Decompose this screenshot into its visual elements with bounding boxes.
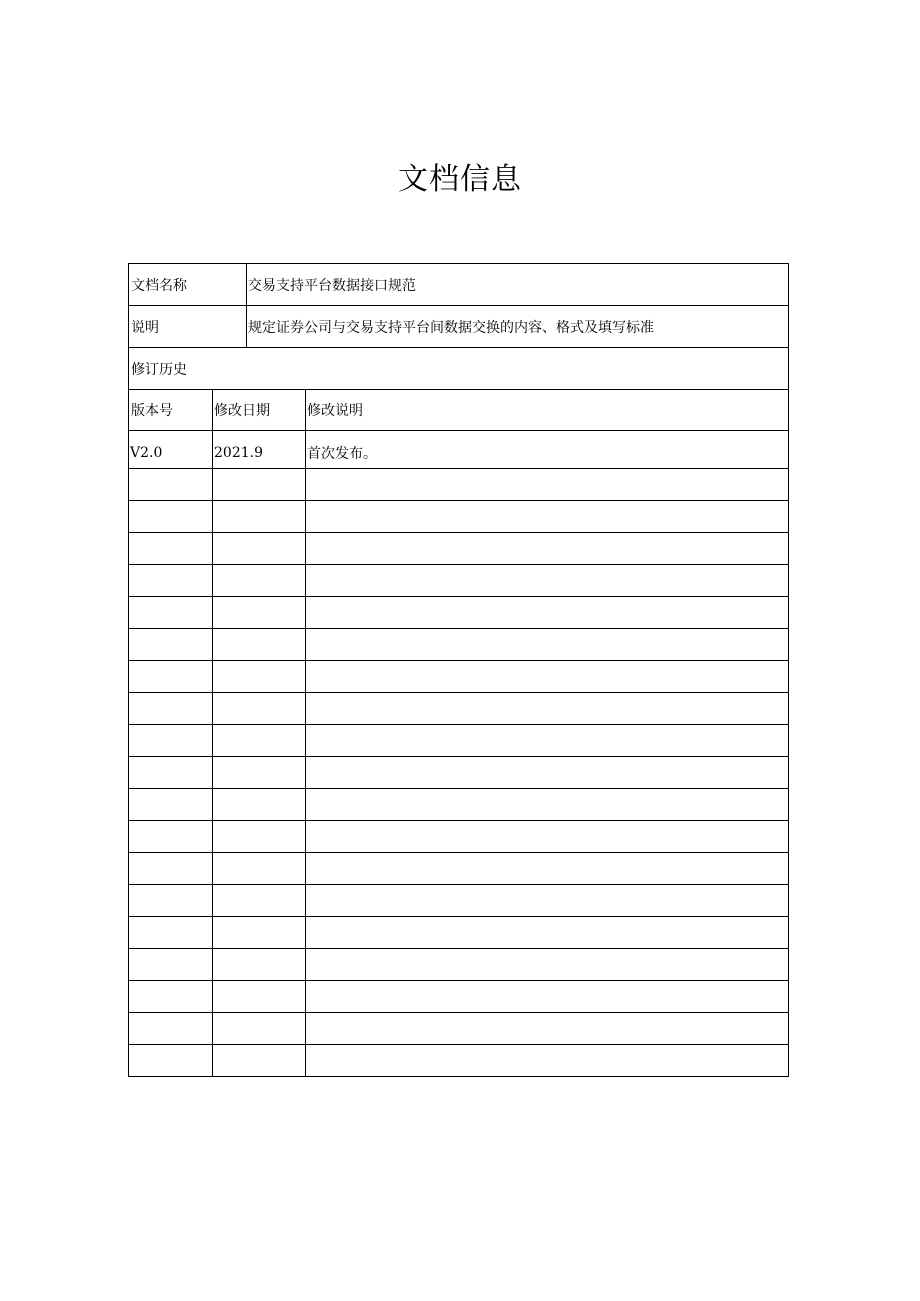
empty-table-row <box>129 885 789 917</box>
empty-table-row <box>129 501 789 533</box>
column-header-date: 修改日期 <box>213 390 306 431</box>
empty-date-cell <box>213 533 306 565</box>
empty-description-cell <box>306 789 789 821</box>
empty-description-cell <box>306 981 789 1013</box>
empty-date-cell <box>213 565 306 597</box>
empty-description-cell <box>306 821 789 853</box>
empty-description-cell <box>306 757 789 789</box>
empty-table-row <box>129 821 789 853</box>
document-name-value: 交易支持平台数据接口规范 <box>247 264 789 306</box>
empty-description-cell <box>306 469 789 501</box>
empty-description-cell <box>306 661 789 693</box>
empty-date-cell <box>213 693 306 725</box>
empty-version-cell <box>129 949 213 981</box>
empty-table-row <box>129 757 789 789</box>
page-title: 文档信息 <box>398 162 522 197</box>
empty-date-cell <box>213 1013 306 1045</box>
empty-table-row <box>129 917 789 949</box>
empty-description-cell <box>306 949 789 981</box>
document-name-row <box>129 264 789 306</box>
empty-date-cell <box>213 757 306 789</box>
empty-description-cell <box>306 917 789 949</box>
description-value: 规定证券公司与交易支持平台间数据交换的内容、格式及填写标准 <box>247 306 789 348</box>
empty-version-cell <box>129 1045 213 1077</box>
empty-description-cell <box>306 853 789 885</box>
empty-version-cell <box>129 661 213 693</box>
empty-table-row <box>129 661 789 693</box>
document-name-label: 文档名称 <box>129 264 247 306</box>
column-header-description: 修改说明 <box>306 390 789 431</box>
empty-date-cell <box>213 821 306 853</box>
revision-header-row <box>129 390 789 431</box>
empty-description-cell <box>306 1013 789 1045</box>
empty-revision-rows <box>129 469 789 1077</box>
empty-description-cell <box>306 597 789 629</box>
empty-table-row <box>129 853 789 885</box>
empty-version-cell <box>129 757 213 789</box>
empty-date-cell <box>213 885 306 917</box>
revision-date-cell: 2021.9 <box>213 431 306 469</box>
empty-version-cell <box>129 789 213 821</box>
empty-table-row <box>129 469 789 501</box>
empty-version-cell <box>129 533 213 565</box>
empty-description-cell <box>306 629 789 661</box>
empty-date-cell <box>213 1045 306 1077</box>
empty-description-cell <box>306 501 789 533</box>
empty-date-cell <box>213 853 306 885</box>
empty-description-cell <box>306 725 789 757</box>
empty-description-cell <box>306 533 789 565</box>
revision-history-row <box>129 348 789 390</box>
table-row <box>129 431 789 469</box>
empty-date-cell <box>213 661 306 693</box>
empty-date-cell <box>213 789 306 821</box>
revision-version-cell: V2.0 <box>129 431 213 469</box>
empty-date-cell <box>213 981 306 1013</box>
empty-table-row <box>129 1013 789 1045</box>
empty-version-cell <box>129 725 213 757</box>
revision-description-cell: 首次发布。 <box>306 431 789 469</box>
document-info-table <box>128 263 789 1077</box>
empty-version-cell <box>129 565 213 597</box>
empty-description-cell <box>306 885 789 917</box>
empty-table-row <box>129 565 789 597</box>
description-row <box>129 306 789 348</box>
empty-table-row <box>129 693 789 725</box>
empty-date-cell <box>213 917 306 949</box>
description-label: 说明 <box>129 306 247 348</box>
empty-version-cell <box>129 597 213 629</box>
empty-version-cell <box>129 469 213 501</box>
empty-date-cell <box>213 501 306 533</box>
revision-history-label: 修订历史 <box>129 348 789 390</box>
empty-version-cell <box>129 981 213 1013</box>
empty-table-row <box>129 597 789 629</box>
empty-description-cell <box>306 1045 789 1077</box>
empty-version-cell <box>129 821 213 853</box>
empty-version-cell <box>129 629 213 661</box>
empty-table-row <box>129 789 789 821</box>
empty-version-cell <box>129 693 213 725</box>
empty-table-row <box>129 949 789 981</box>
empty-table-row <box>129 1045 789 1077</box>
empty-description-cell <box>306 565 789 597</box>
empty-date-cell <box>213 949 306 981</box>
empty-table-row <box>129 533 789 565</box>
empty-version-cell <box>129 885 213 917</box>
empty-version-cell <box>129 917 213 949</box>
column-header-version: 版本号 <box>129 390 213 431</box>
empty-version-cell <box>129 501 213 533</box>
empty-table-row <box>129 725 789 757</box>
empty-date-cell <box>213 629 306 661</box>
empty-table-row <box>129 981 789 1013</box>
empty-table-row <box>129 629 789 661</box>
empty-date-cell <box>213 597 306 629</box>
empty-version-cell <box>129 853 213 885</box>
empty-version-cell <box>129 1013 213 1045</box>
empty-date-cell <box>213 725 306 757</box>
empty-description-cell <box>306 693 789 725</box>
empty-date-cell <box>213 469 306 501</box>
